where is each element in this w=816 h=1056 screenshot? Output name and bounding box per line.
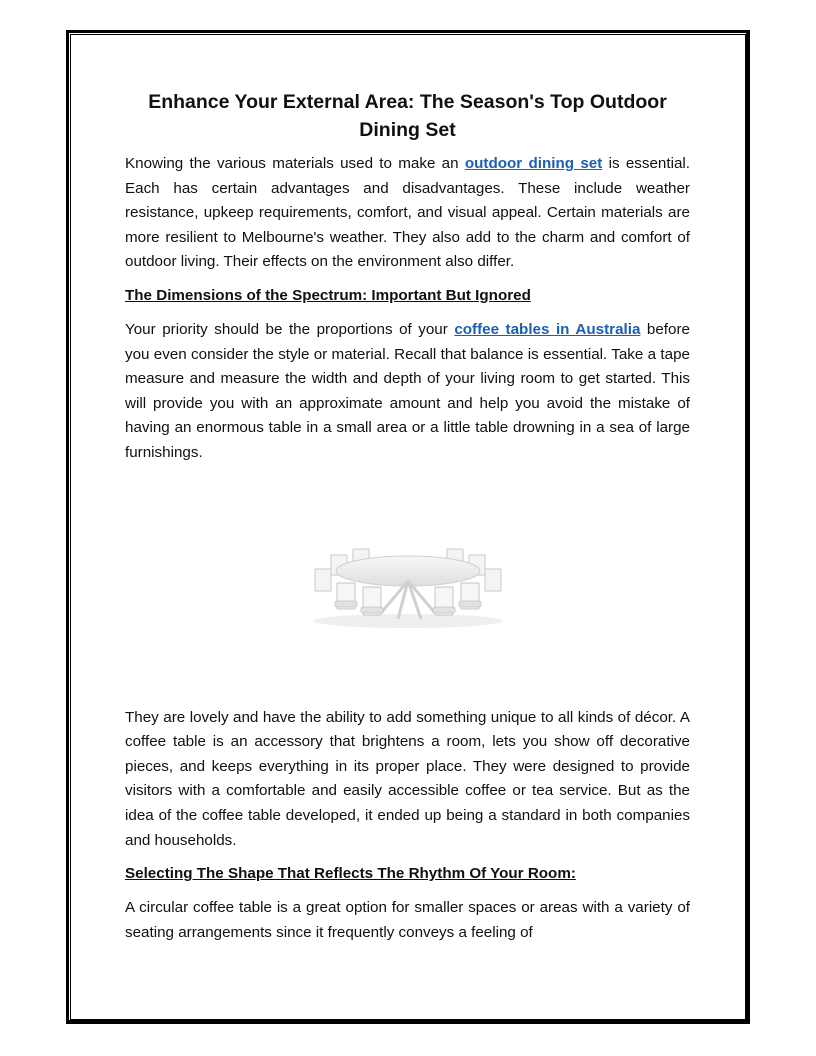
- coffee-table-paragraph: They are lovely and have the ability to add something unique to all kinds of décor. A coffee table is an accessory that brightens a room, lets you show off decorative pieces, and keeps everything in its proper place. They were designed to provide visitors with a comfortable and easily accessible coffee or tea service. But as the idea of the coffee table developed, it ended up being a standard in both companies and households.: [125, 708, 690, 849]
- outdoor-dining-set-link[interactable]: outdoor dining set: [464, 155, 603, 172]
- section-heading-shape: Selecting The Shape That Reflects The Rhythm Of Your Room:: [125, 865, 576, 883]
- intro-paragraph: [125, 152, 690, 275]
- document-title: Enhance Your External Area: The Season's Top Outdoor Dining Set: [148, 91, 667, 141]
- intro-text-after: is essential. Each has certain advantages and disadvantages. These include weather resistance, upkeep requirements, comfort, and visual appeal. Certain materials are more resilient to Melbourne's weather. They also add to the charm and comfort of outdoor living. Their effects on the environment also differ.: [125, 155, 690, 271]
- dimensions-paragraph: [125, 318, 690, 466]
- outdoor-dining-set-illustration: [303, 541, 513, 631]
- document-body: [125, 88, 690, 945]
- dining-set-image: [125, 466, 690, 706]
- dimensions-text-after: before you even consider the style or material. Recall that balance is essential. Take a tape measure and measure the width and depth of your living room to get started. This will provide you with an approximate amount and help you avoid the mistake of having an enormous table in a small area or a little table drowning in a sea of large furnishings.: [125, 320, 690, 461]
- shape-paragraph: A circular coffee table is a great option for smaller spaces or areas with a variety of seating arrangements since it frequently conveys a feeling of: [125, 899, 690, 941]
- coffee-tables-australia-link[interactable]: coffee tables in Australia: [454, 320, 641, 338]
- section-heading-dimensions: The Dimensions of the Spectrum: Important But Ignored: [125, 286, 531, 304]
- dimensions-text-before: Your priority should be the proportions of your: [125, 320, 455, 338]
- intro-text-before: Knowing the various materials used to make an: [125, 155, 465, 172]
